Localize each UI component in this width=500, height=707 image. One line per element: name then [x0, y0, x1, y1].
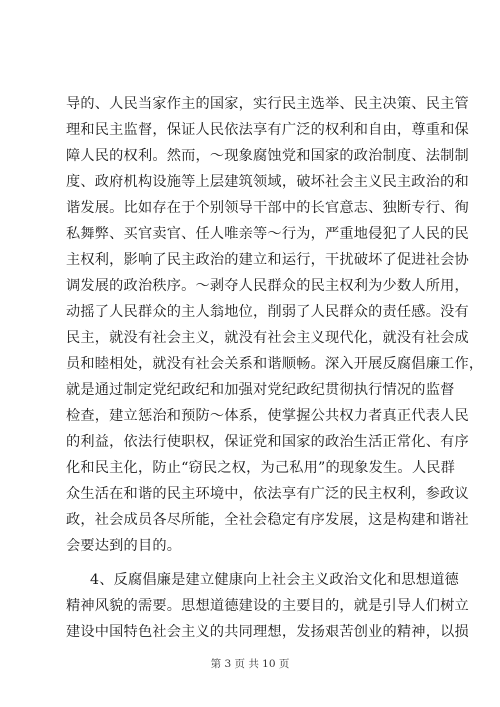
paragraph-2	[66, 567, 469, 645]
text-line: 员和睦相处，就没有社会关系和谐顺畅。深入开展反腐倡廉工作，	[66, 356, 484, 372]
text-line: 调发展的政治秩序。～剥夺人民群众的民主权利为少数人所用，	[66, 278, 469, 294]
text-line: 主权利，影响了民主政治的建立和运行，干扰破坏了促进社会协	[66, 252, 469, 268]
text-line: 建设中国特色社会主义的共同理想，发扬艰苦创业的精神，以损	[66, 624, 469, 640]
text-line: 障人民的权利。然而，～现象腐蚀党和国家的政治制度、法制制	[66, 148, 469, 164]
text-line: 精神风貌的需要。思想道德建设的主要目的，就是引导人们树立	[66, 598, 469, 614]
text-line: 民主，就没有社会主义，就没有社会主义现代化，就没有社会成	[66, 330, 469, 346]
text-line: 会要达到的目的。	[66, 538, 182, 554]
text-line: 就是通过制定党纪政纪和加强对党纪政纪贯彻执行情况的监督	[66, 382, 455, 398]
text-line: 化和民主化，防止“窃民之权，为己私用”的现象发生。人民群	[66, 460, 455, 476]
paragraph-1	[66, 91, 484, 559]
text-line: 检查，建立惩治和预防～体系，使掌握公共权力者真正代表人民	[66, 408, 469, 424]
text-line: 的利益，依法行使职权，保证党和国家的政治生活正常化、有序	[66, 434, 469, 450]
text-line: 政，社会成员各尽所能，全社会稳定有序发展，这是构建和谐社	[66, 512, 469, 528]
text-line: 理和民主监督，保证人民依法享有广泛的权利和自由，尊重和保	[66, 122, 469, 138]
text-line: 4、反腐倡廉是建立健康向上社会主义政治文化和思想道德	[90, 572, 459, 588]
text-line: 众生活在和谐的民主环境中，依法享有广泛的民主权利，参政议	[66, 486, 469, 502]
page-footer: 第 3 页 共 10 页	[210, 658, 290, 670]
text-line: 动摇了人民群众的主人翁地位，削弱了人民群众的责任感。没有	[66, 304, 469, 320]
document-body	[66, 91, 484, 645]
text-line: 私舞弊、买官卖官、任人唯亲等～行为，严重地侵犯了人民的民	[66, 226, 469, 242]
text-line: 导的、人民当家作主的国家，实行民主选举、民主决策、民主管	[66, 96, 469, 112]
text-line: 谐发展。比如存在于个别领导干部中的长官意志、独断专行、徇	[66, 200, 469, 216]
paragraph-gap	[66, 559, 430, 567]
text-line: 度、政府机构设施等上层建筑领域，破坏社会主义民主政治的和	[66, 174, 469, 190]
